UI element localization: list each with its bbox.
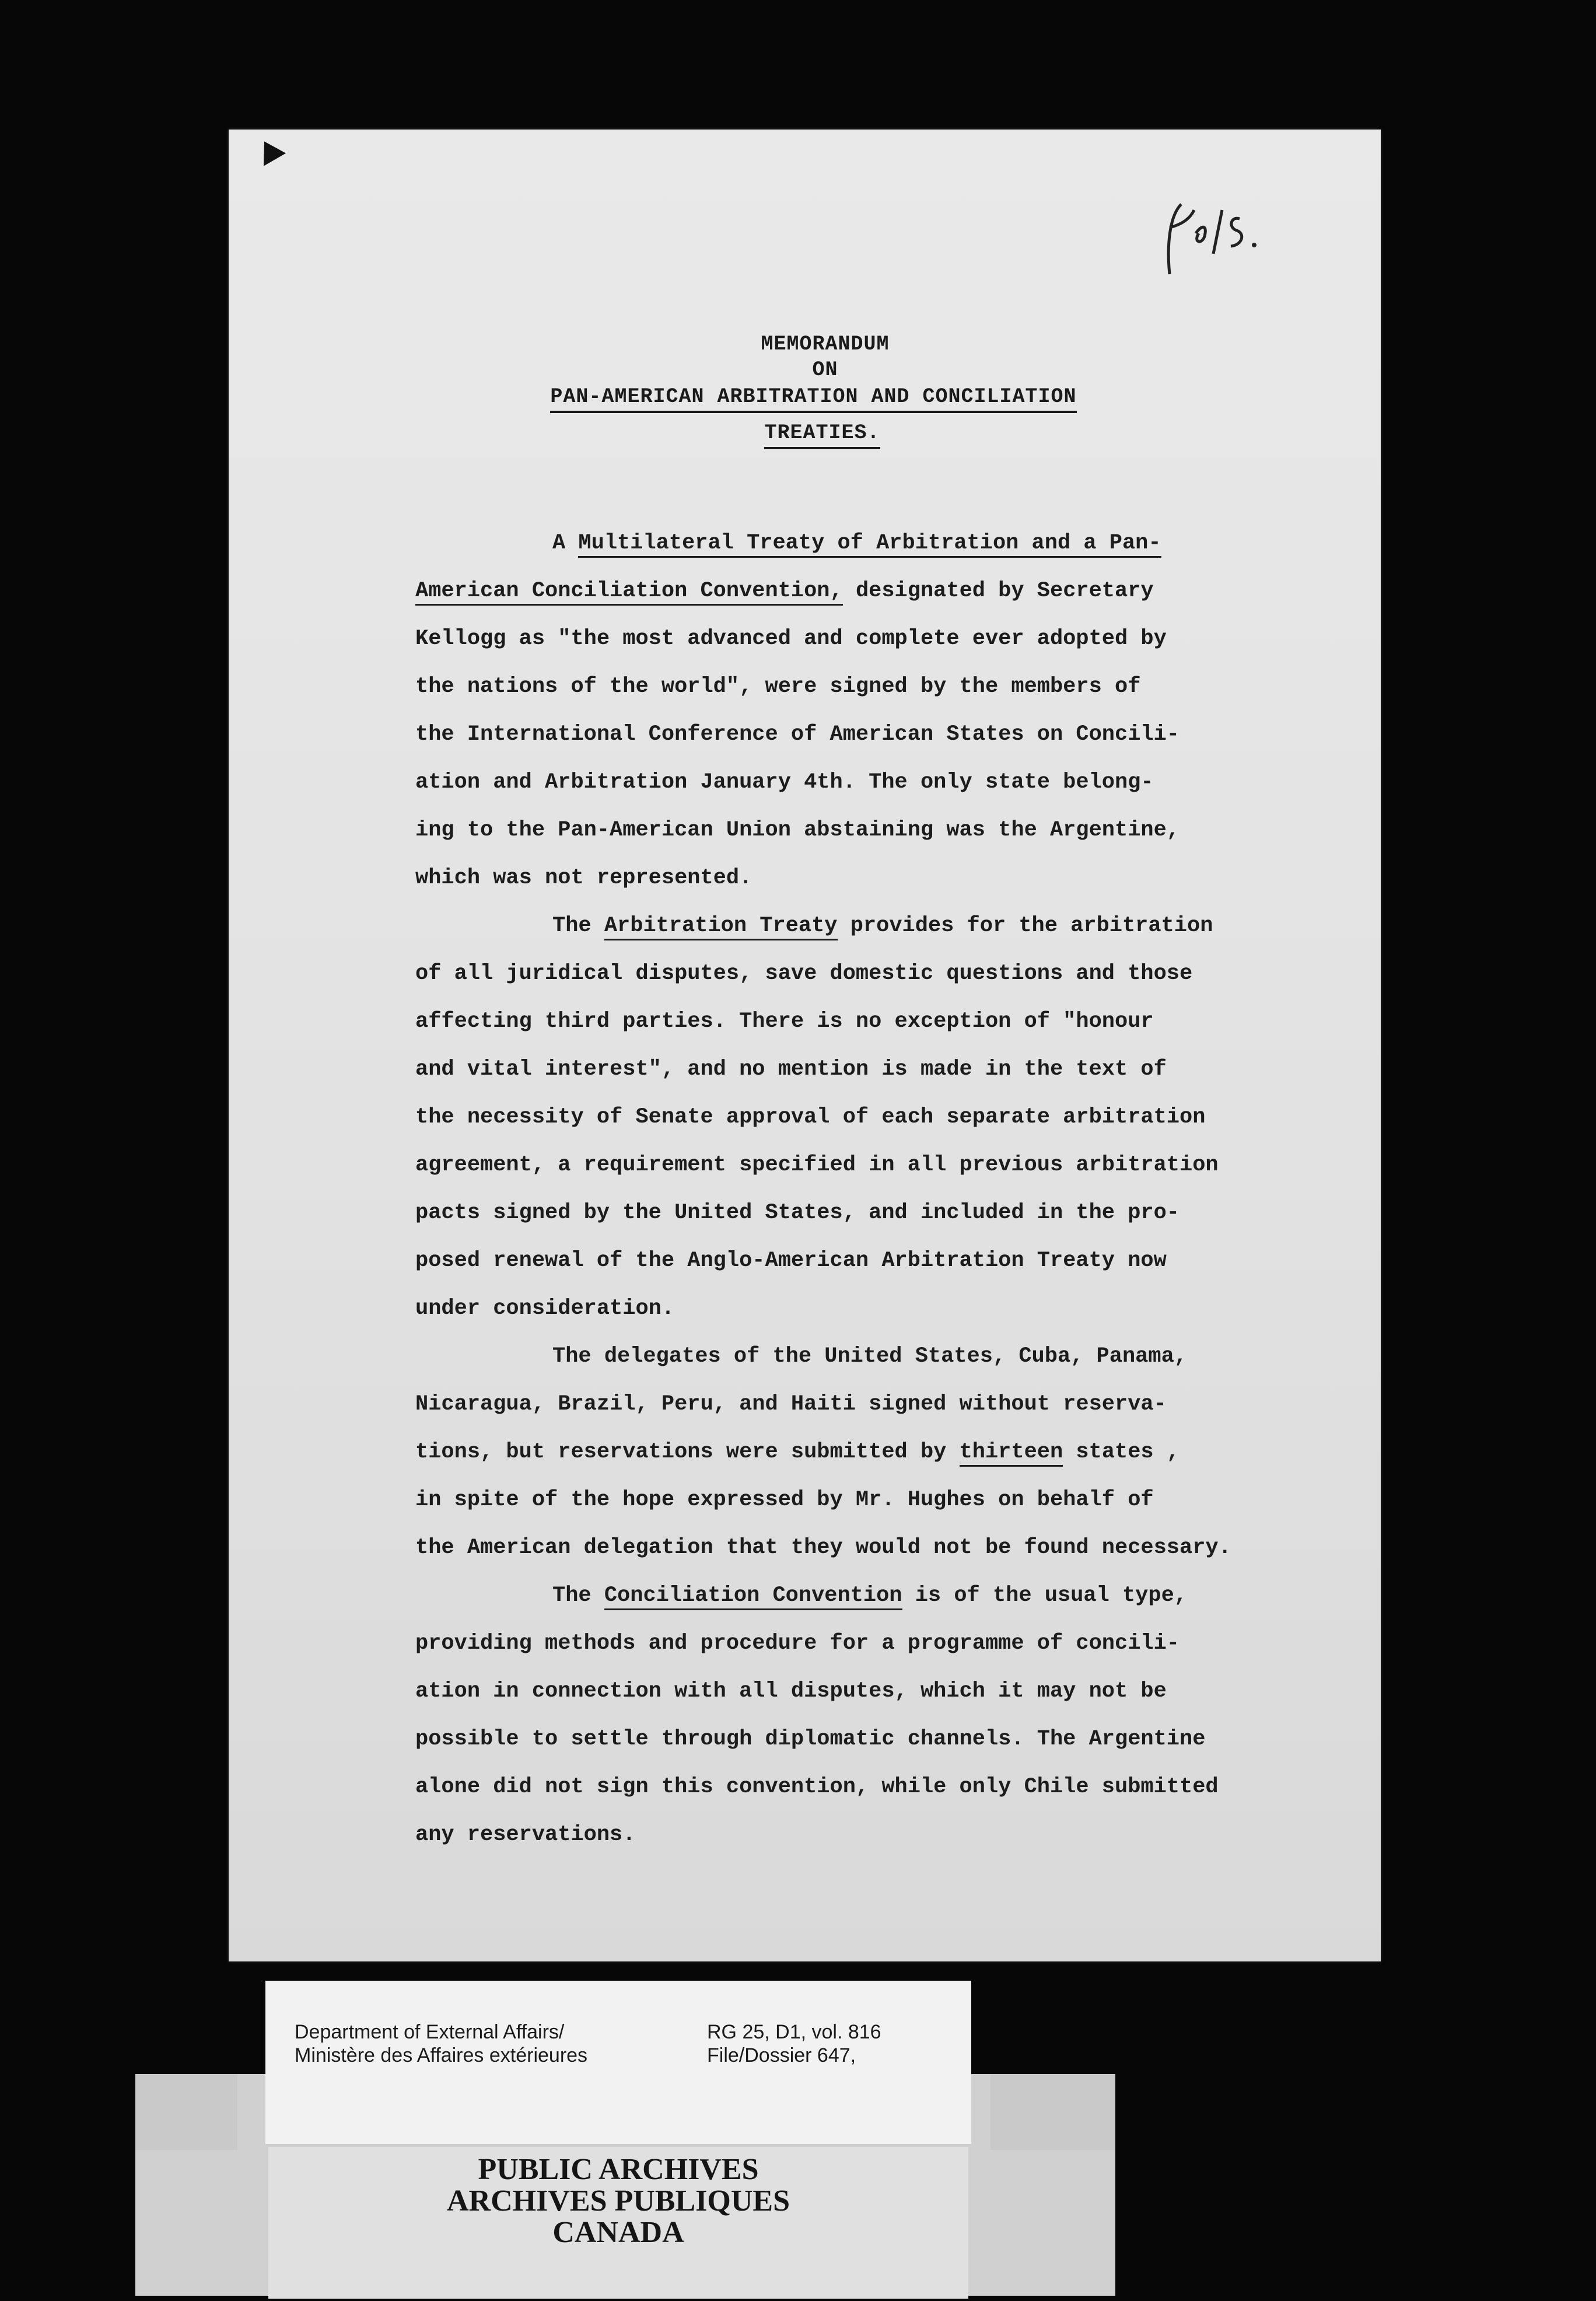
body-line: the American delegation that they would not be found necessary. (415, 1536, 1231, 1560)
body-line: tions, but reservations were submitted by thirteen states , (415, 1428, 1325, 1476)
archive-reference-label (265, 1981, 971, 2144)
title-line-3: PAN-AMERICAN ARBITRATION AND CONCILIATION (550, 384, 1076, 413)
stamp-text (268, 2154, 968, 2248)
body-line: ation and Arbitration January 4th. The only state belong- (415, 770, 1154, 795)
body-line: and vital interest", and no mention is made in the text of (415, 1057, 1167, 1082)
paragraph-1 (415, 519, 1325, 902)
holder-tab-right (991, 2074, 1115, 2150)
body-line: the nations of the world", were signed by the members of (415, 674, 1141, 699)
body-line: A Multilateral Treaty of Arbitration and a Pan- (415, 519, 1325, 567)
department-name (295, 2020, 587, 2067)
body-line: alone did not sign this convention, while only Chile submitted (415, 1775, 1219, 1799)
memo-body (415, 519, 1325, 1859)
body-line: agreement, a requirement specified in all previous arbitration (415, 1153, 1219, 1177)
stamp-line-1: PUBLIC ARCHIVES (478, 2153, 759, 2186)
archives-stamp (268, 2147, 968, 2299)
file-number: File/Dossier 647, (707, 2044, 856, 2066)
body-line: Kellogg as "the most advanced and complete ever adopted by (415, 627, 1167, 651)
department-name-fr: Ministère des Affaires extérieures (295, 2044, 588, 2066)
memo-title (229, 331, 1381, 449)
title-line-4: TREATIES. (764, 420, 880, 449)
underlined-phrase: Multilateral Treaty of Arbitration and a Pan- (578, 531, 1161, 558)
body-line: providing methods and procedure for a programme of concili- (415, 1631, 1180, 1656)
underlined-phrase: Arbitration Treaty (604, 914, 838, 940)
body-line: ation in connection with all disputes, which it may not be (415, 1679, 1167, 1704)
record-group: RG 25, D1, vol. 816 (707, 2021, 881, 2043)
body-line: in spite of the hope expressed by Mr. Hughes on behalf of (415, 1488, 1154, 1512)
body-line: of all juridical disputes, save domestic questions and those (415, 961, 1193, 986)
body-line: the necessity of Senate approval of each separate arbitration (415, 1105, 1206, 1129)
body-line: American Conciliation Convention, designated by Secretary (415, 567, 1325, 615)
body-line: any reservations. (415, 1823, 636, 1847)
body-line: Nicaragua, Brazil, Peru, and Haiti signed without reserva- (415, 1392, 1167, 1417)
body-line: the International Conference of American States on Concili- (415, 722, 1180, 747)
body-line: The delegates of the United States, Cuba, Panama, (552, 1344, 1187, 1369)
body-line: posed renewal of the Anglo-American Arbitration Treaty now (415, 1249, 1167, 1273)
body-line: pacts signed by the United States, and included in the pro- (415, 1201, 1180, 1225)
paragraph-2 (415, 902, 1325, 1333)
title-line-1: MEMORANDUM (761, 333, 890, 356)
file-reference (707, 2020, 881, 2067)
department-name-en: Department of External Affairs/ (295, 2021, 565, 2043)
paragraph-4 (415, 1572, 1325, 1859)
stamp-line-2: ARCHIVES PUBLIQUES (446, 2184, 790, 2218)
stamp-line-3: CANADA (552, 2216, 684, 2249)
body-line: under consideration. (415, 1296, 675, 1321)
body-line: ing to the Pan-American Union abstaining was the Argentine, (415, 818, 1180, 842)
paragraph-3 (415, 1333, 1325, 1572)
body-line: The Arbitration Treaty provides for the arbitration (415, 902, 1325, 950)
body-line: The Conciliation Convention is of the usual type, (415, 1572, 1325, 1620)
body-line: affecting third parties. There is no exception of "honour (415, 1009, 1154, 1034)
underlined-phrase: Conciliation Convention (604, 1583, 902, 1610)
title-line-2: ON (812, 358, 838, 382)
handwritten-initials (1158, 193, 1275, 280)
body-line: which was not represented. (415, 866, 752, 890)
body-line: possible to settle through diplomatic channels. The Argentine (415, 1727, 1206, 1751)
holder-tab-left (135, 2074, 237, 2150)
underlined-phrase: thirteen (960, 1440, 1063, 1467)
underlined-phrase: American Conciliation Convention, (415, 579, 843, 606)
